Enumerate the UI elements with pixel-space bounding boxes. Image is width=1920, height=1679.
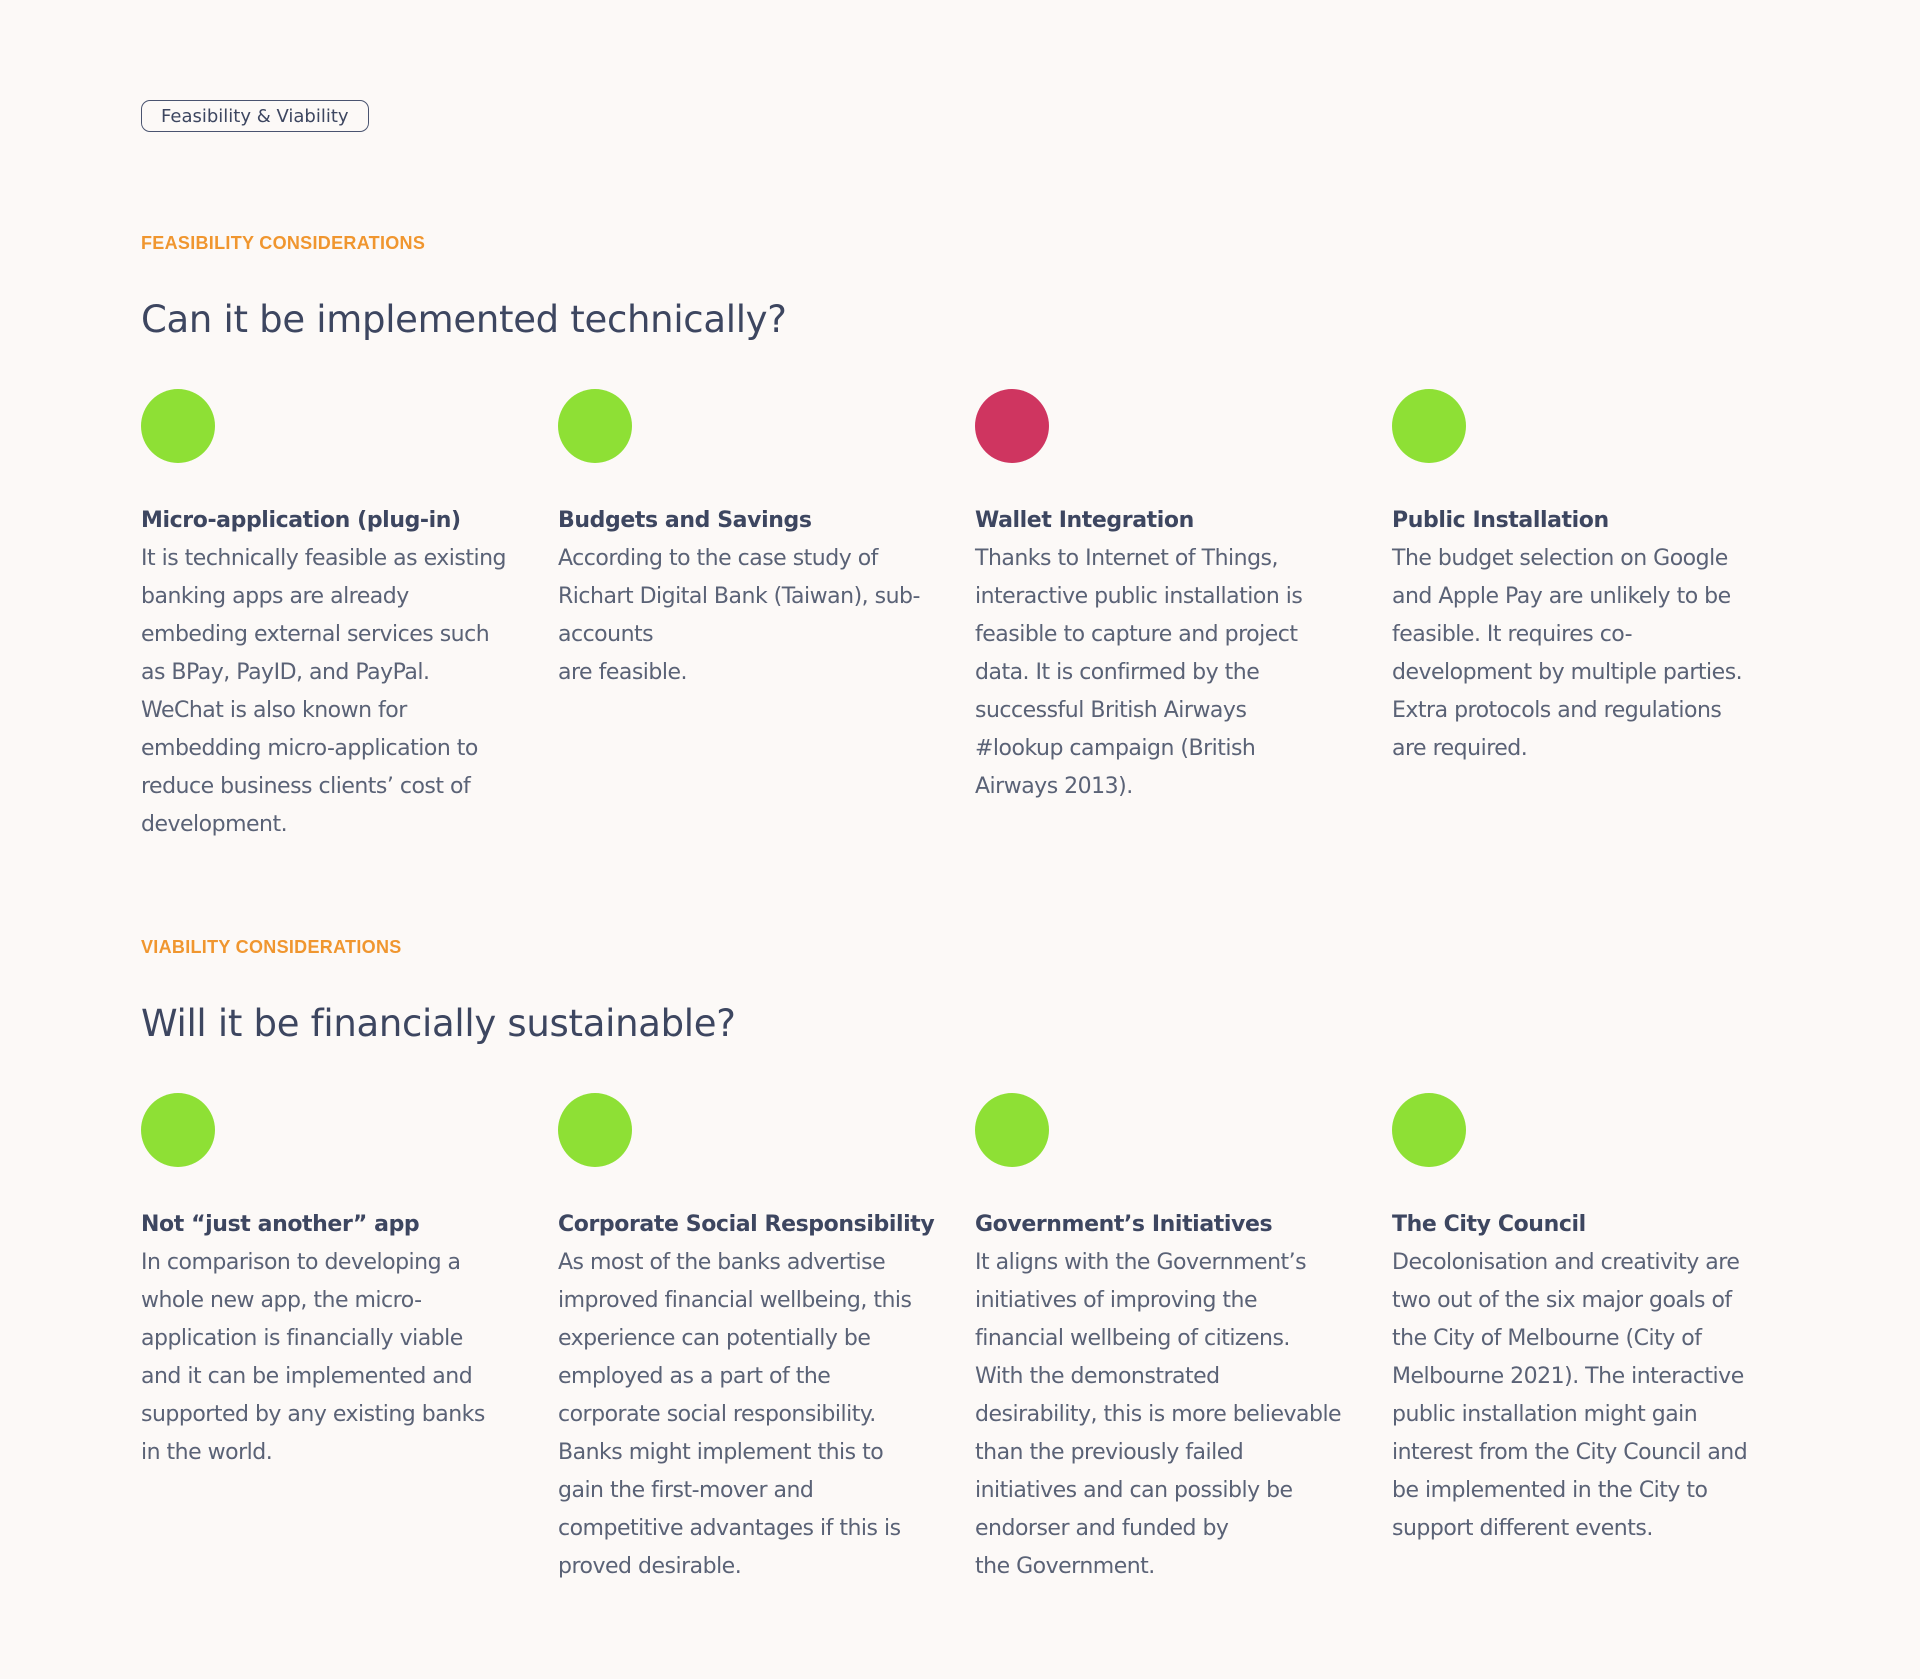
status-dot-red-icon <box>975 389 1049 463</box>
card-title: Corporate Social Responsibility <box>558 1212 935 1237</box>
card-body <box>558 540 948 692</box>
status-dot-green-icon <box>1392 1093 1466 1167</box>
card-body-line: development by multiple parties. <box>1392 660 1743 685</box>
card-body <box>975 1244 1365 1586</box>
viability-section <box>141 936 1821 1579</box>
card-body <box>558 1244 948 1586</box>
card-body-line: banking apps are already <box>141 584 409 609</box>
card-body-line: corporate social responsibility. <box>558 1402 876 1427</box>
card-body-line: proved desirable. <box>558 1554 742 1579</box>
status-dot-green-icon <box>558 1093 632 1167</box>
card-body-line: Richart Digital Bank (Taiwan), sub- <box>558 584 920 609</box>
card-body-line: are required. <box>1392 736 1528 761</box>
card-title: Micro-application (plug-in) <box>141 508 461 533</box>
card-title: Not “just another” app <box>141 1212 420 1237</box>
card-body-line: support different events. <box>1392 1516 1653 1541</box>
card-body-line: With the demonstrated <box>975 1364 1220 1389</box>
card-body-line: desirability, this is more believable <box>975 1402 1342 1427</box>
status-dot-green-icon <box>141 389 215 463</box>
card-body-line: Banks might implement this to <box>558 1440 884 1465</box>
card-body-line: development. <box>141 812 288 837</box>
consideration-card <box>975 1093 1365 1586</box>
card-body-line: endorser and funded by <box>975 1516 1229 1541</box>
card-body-line: and Apple Pay are unlikely to be <box>1392 584 1731 609</box>
card-body-line: #lookup campaign (British <box>975 736 1256 761</box>
card-body-line: whole new app, the micro- <box>141 1288 422 1313</box>
card-body-line: The budget selection on Google <box>1392 546 1728 571</box>
card-body-line: initiatives and can possibly be <box>975 1478 1293 1503</box>
card-body-line: feasible. It requires co- <box>1392 622 1633 647</box>
status-dot-green-icon <box>975 1093 1049 1167</box>
card-body <box>975 540 1365 806</box>
card-body-line: Airways 2013). <box>975 774 1133 799</box>
consideration-card <box>141 389 531 844</box>
consideration-card <box>558 1093 948 1586</box>
card-body-line: public installation might gain <box>1392 1402 1698 1427</box>
card-body-line: gain the first-mover and <box>558 1478 814 1503</box>
card-body-line: It aligns with the Government’s <box>975 1250 1307 1275</box>
card-body-line: application is financially viable <box>141 1326 463 1351</box>
card-body-line: are feasible. <box>558 660 688 685</box>
card-title: Government’s Initiatives <box>975 1212 1273 1237</box>
status-dot-green-icon <box>558 389 632 463</box>
status-dot-green-icon <box>1392 389 1466 463</box>
section-tag: Feasibility & Viability <box>141 100 369 132</box>
card-body-line: WeChat is also known for <box>141 698 407 723</box>
consideration-card <box>1392 389 1782 768</box>
card-title: Budgets and Savings <box>558 508 812 533</box>
card-body-line: as BPay, PayID, and PayPal. <box>141 660 430 685</box>
card-body-line: In comparison to developing a <box>141 1250 461 1275</box>
card-body-line: the City of Melbourne (City of <box>1392 1326 1702 1351</box>
card-body-line: As most of the banks advertise <box>558 1250 886 1275</box>
card-title: The City Council <box>1392 1212 1586 1237</box>
consideration-card <box>141 1093 531 1472</box>
card-body-line: feasible to capture and project <box>975 622 1298 647</box>
card-body <box>141 540 531 844</box>
card-body <box>1392 540 1782 768</box>
card-body-line: than the previously failed <box>975 1440 1244 1465</box>
card-body-line: Melbourne 2021). The interactive <box>1392 1364 1744 1389</box>
card-body-line: two out of the six major goals of <box>1392 1288 1732 1313</box>
feasibility-eyebrow: FEASIBILITY CONSIDERATIONS <box>141 233 426 253</box>
card-title: Public Installation <box>1392 508 1609 533</box>
card-body-line: data. It is confirmed by the <box>975 660 1260 685</box>
consideration-card <box>1392 1093 1782 1548</box>
consideration-card <box>975 389 1365 806</box>
card-body-line: initiatives of improving the <box>975 1288 1258 1313</box>
card-body <box>1392 1244 1782 1548</box>
card-body-line: experience can potentially be <box>558 1326 871 1351</box>
card-body-line: be implemented in the City to <box>1392 1478 1708 1503</box>
card-body-line: Thanks to Internet of Things, <box>975 546 1278 571</box>
card-body-line: embeding external services such <box>141 622 490 647</box>
card-body-line: financial wellbeing of citizens. <box>975 1326 1290 1351</box>
card-body-line: embedding micro-application to <box>141 736 478 761</box>
card-body-line: interactive public installation is <box>975 584 1303 609</box>
status-dot-green-icon <box>141 1093 215 1167</box>
card-body-line: in the world. <box>141 1440 273 1465</box>
card-body-line: competitive advantages if this is <box>558 1516 901 1541</box>
viability-eyebrow: VIABILITY CONSIDERATIONS <box>141 937 402 957</box>
feasibility-section <box>141 232 1821 837</box>
card-body-line: interest from the City Council and <box>1392 1440 1748 1465</box>
feasibility-heading: Can it be implemented technically? <box>141 298 787 341</box>
card-body-line: improved financial wellbeing, this <box>558 1288 912 1313</box>
viability-heading: Will it be financially sustainable? <box>141 1002 736 1045</box>
card-title: Wallet Integration <box>975 508 1194 533</box>
card-body-line: and it can be implemented and <box>141 1364 473 1389</box>
card-body-line: the Government. <box>975 1554 1155 1579</box>
card-body-line: reduce business clients’ cost of <box>141 774 471 799</box>
card-body-line: Decolonisation and creativity are <box>1392 1250 1740 1275</box>
card-body-line: Extra protocols and regulations <box>1392 698 1722 723</box>
card-body-line: successful British Airways <box>975 698 1247 723</box>
card-body-line: supported by any existing banks <box>141 1402 485 1427</box>
card-body <box>141 1244 531 1472</box>
card-body-line: employed as a part of the <box>558 1364 831 1389</box>
card-body-line: accounts <box>558 622 654 647</box>
card-body-line: It is technically feasible as existing <box>141 546 507 571</box>
consideration-card <box>558 389 948 692</box>
card-body-line: According to the case study of <box>558 546 878 571</box>
